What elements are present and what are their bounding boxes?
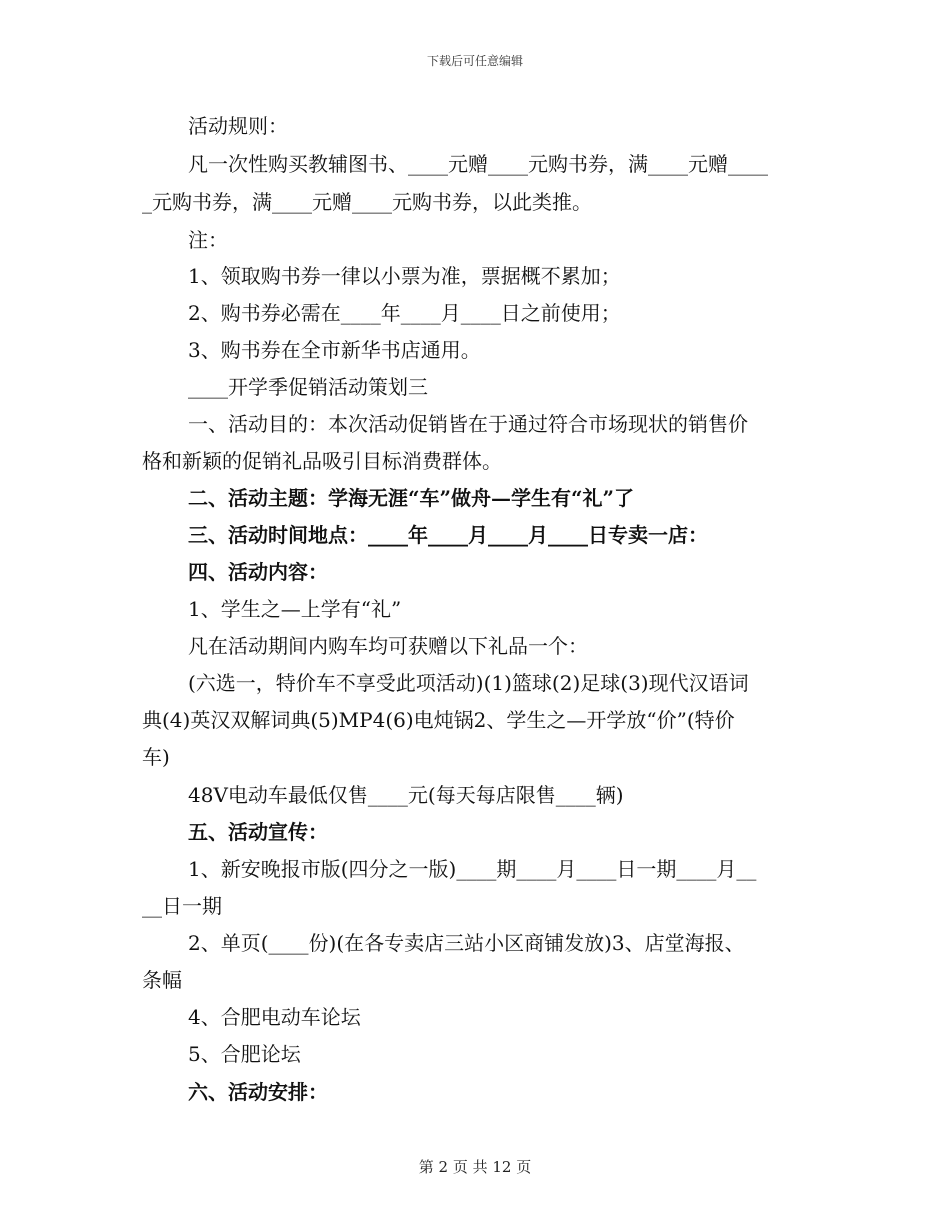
page-header: 下载后可任意编辑 bbox=[426, 54, 523, 68]
paragraph-line: 1、领取购书券一律以小票为准，票据概不累加； bbox=[188, 264, 621, 288]
paragraph-line: 凡一次性购买教辅图书、____元赠____元购书券，满____元赠____ bbox=[188, 152, 768, 176]
paragraph-line: (六选一，特价车不享受此项活动)(1)篮球(2)足球(3)现代汉语词 bbox=[188, 671, 749, 695]
paragraph-line: _元购书券，满____元赠____元购书券，以此类推。 bbox=[142, 190, 592, 214]
section-heading: 五、活动宣传： bbox=[188, 820, 328, 844]
paragraph-line: ____开学季促销活动策划三 bbox=[188, 375, 428, 399]
paragraph-line: 4、合肥电动车论坛 bbox=[188, 1005, 361, 1029]
paragraph-line: 车) bbox=[142, 745, 170, 769]
paragraph-line: 3、购书券在全市新华书店通用。 bbox=[188, 338, 481, 362]
paragraph-line: 2、购书券必需在____年____月____日之前使用； bbox=[188, 301, 621, 325]
paragraph-line: 一、活动目的：本次活动促销皆在于通过符合市场现状的销售价 bbox=[188, 412, 748, 436]
paragraph-line: 1、新安晚报市版(四分之一版)____期____月____日一期____月__ bbox=[188, 857, 757, 881]
paragraph-line: 2、单页(____份)(在各专卖店三站小区商铺发放)3、店堂海报、 bbox=[188, 931, 745, 955]
paragraph-line: 注： bbox=[188, 228, 228, 252]
paragraph-line: __日一期 bbox=[142, 894, 222, 918]
section-heading: 四、活动内容： bbox=[188, 560, 328, 584]
paragraph-line: 活动规则： bbox=[188, 114, 288, 138]
paragraph-line: 48V电动车最低仅售____元(每天每店限售____辆) bbox=[188, 783, 624, 807]
section-heading: 六、活动安排： bbox=[188, 1080, 328, 1104]
section-heading: 三、活动时间地点：____年____月____月____日专卖一店： bbox=[188, 523, 708, 547]
paragraph-line: 典(4)英汉双解词典(5)MP4(6)电炖锅2、学生之—开学放“价”(特价 bbox=[142, 708, 735, 732]
paragraph-line: 5、合肥论坛 bbox=[188, 1042, 301, 1066]
paragraph-line: 凡在活动期间内购车均可获赠以下礼品一个： bbox=[188, 634, 588, 658]
paragraph-line: 1、学生之—上学有“礼” bbox=[188, 597, 402, 621]
section-heading: 二、活动主题：学海无涯“车”做舟—学生有“礼”了 bbox=[188, 486, 635, 510]
paragraph-line: 格和新颖的促销礼品吸引目标消费群体。 bbox=[142, 449, 502, 473]
paragraph-line: 条幅 bbox=[142, 968, 182, 992]
page-footer: 第 2 页 共 12 页 bbox=[418, 1158, 532, 1176]
